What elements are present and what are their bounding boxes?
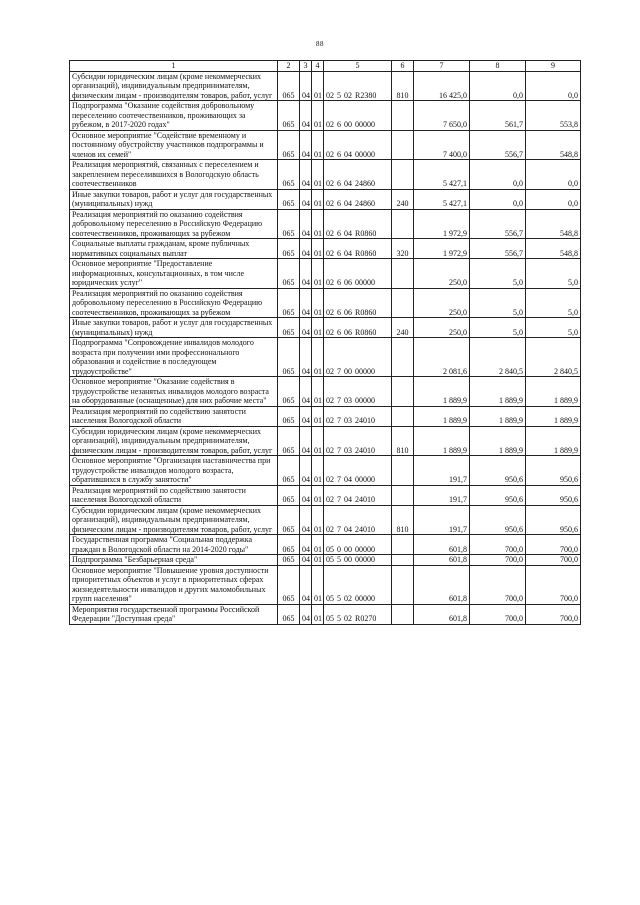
amount-col8-cell: 556,7 xyxy=(470,130,526,160)
table-header-row xyxy=(70,61,581,72)
amount-col7-cell: 601,8 xyxy=(414,565,470,604)
row-name-cell: Основное мероприятие "Оказание содействия в трудоустройстве незанятых инвалидов молодого возраста на оборудованные (оснащенные) для них рабочие места" xyxy=(70,377,278,407)
target-article-cell: 02 6 04 24860 xyxy=(324,189,392,209)
expense-type-cell xyxy=(392,377,414,407)
subsection-code-cell: 01 xyxy=(312,456,324,486)
subsection-code-cell: 01 xyxy=(312,318,324,338)
ministry-code-cell: 065 xyxy=(278,485,300,505)
subsection-code-cell: 01 xyxy=(312,189,324,209)
amount-col8-cell: 700,0 xyxy=(470,535,526,555)
table-row xyxy=(70,130,581,160)
subsection-code-cell: 01 xyxy=(312,239,324,259)
subsection-code-cell: 01 xyxy=(312,160,324,190)
target-article-cell: 02 6 06 00000 xyxy=(324,259,392,289)
amount-col9-cell: 1 889,9 xyxy=(526,426,581,456)
amount-col9-cell: 548,8 xyxy=(526,130,581,160)
row-name-cell: Государственная программа "Социальная поддержка граждан в Вологодской области на 2014-2020 годы" xyxy=(70,535,278,555)
section-code-cell: 04 xyxy=(300,130,312,160)
amount-col8-cell: 561,7 xyxy=(470,101,526,131)
section-code-cell: 04 xyxy=(300,71,312,101)
ministry-code-cell: 065 xyxy=(278,288,300,318)
table-row xyxy=(70,377,581,407)
expense-type-cell xyxy=(392,160,414,190)
expense-type-cell xyxy=(392,338,414,377)
amount-col9-cell: 548,8 xyxy=(526,209,581,239)
section-code-cell: 04 xyxy=(300,239,312,259)
subsection-code-cell: 01 xyxy=(312,209,324,239)
expense-type-cell: 810 xyxy=(392,71,414,101)
amount-col9-cell: 700,0 xyxy=(526,565,581,604)
section-code-cell: 04 xyxy=(300,456,312,486)
ministry-code-cell: 065 xyxy=(278,189,300,209)
amount-col9-cell: 1 889,9 xyxy=(526,406,581,426)
expense-type-cell xyxy=(392,456,414,486)
ministry-code-cell: 065 xyxy=(278,505,300,535)
amount-col8-cell: 5,0 xyxy=(470,259,526,289)
amount-col7-cell: 2 081,6 xyxy=(414,338,470,377)
amount-col9-cell: 553,8 xyxy=(526,101,581,131)
row-name-cell: Основное мероприятие "Организация наставничества при трудоустройстве инвалидов молодого возраста, обратившихся в службу занятости" xyxy=(70,456,278,486)
section-code-cell: 04 xyxy=(300,406,312,426)
section-code-cell: 04 xyxy=(300,426,312,456)
row-name-cell: Основное мероприятие "Повышение уровня доступности приоритетных объектов и услуг в приоритетных сферах жизнедеятельности инвалидов и других маломобильных групп населения" xyxy=(70,565,278,604)
expense-type-cell xyxy=(392,130,414,160)
table-row xyxy=(70,406,581,426)
row-name-cell: Реализация мероприятий по содействию занятости населения Вологодской области xyxy=(70,406,278,426)
ministry-code-cell: 065 xyxy=(278,426,300,456)
expense-type-cell xyxy=(392,406,414,426)
amount-col8-cell: 0,0 xyxy=(470,160,526,190)
row-name-cell: Подпрограмма "Оказание содействия добровольному переселению соотечественников, проживающих за рубежом, в 2017-2020 годах" xyxy=(70,101,278,131)
amount-col7-cell: 191,7 xyxy=(414,505,470,535)
amount-col9-cell: 700,0 xyxy=(526,555,581,566)
amount-col8-cell: 950,6 xyxy=(470,505,526,535)
row-name-cell: Подпрограмма "Сопровождение инвалидов молодого возраста при получении ими профессионального образования и содействие в последующем трудоустройстве" xyxy=(70,338,278,377)
expense-type-cell xyxy=(392,555,414,566)
target-article-cell: 02 6 04 24860 xyxy=(324,160,392,190)
amount-col9-cell: 2 840,5 xyxy=(526,338,581,377)
row-name-cell: Субсидии юридическим лицам (кроме некоммерческих организаций), индивидуальным предпринимателям, физическим лицам - производителям товаров, работ, услуг xyxy=(70,505,278,535)
amount-col7-cell: 601,8 xyxy=(414,535,470,555)
column-header: 8 xyxy=(470,61,526,72)
subsection-code-cell: 01 xyxy=(312,604,324,624)
amount-col7-cell: 5 427,1 xyxy=(414,189,470,209)
amount-col7-cell: 191,7 xyxy=(414,456,470,486)
amount-col8-cell: 950,6 xyxy=(470,485,526,505)
section-code-cell: 04 xyxy=(300,338,312,377)
target-article-cell: 02 5 02 R2380 xyxy=(324,71,392,101)
target-article-cell: 02 6 06 R0860 xyxy=(324,318,392,338)
target-article-cell: 02 6 06 R0860 xyxy=(324,288,392,318)
expense-type-cell xyxy=(392,209,414,239)
section-code-cell: 04 xyxy=(300,535,312,555)
table-row xyxy=(70,485,581,505)
column-header: 1 xyxy=(70,61,278,72)
column-header: 9 xyxy=(526,61,581,72)
amount-col8-cell: 0,0 xyxy=(470,71,526,101)
amount-col9-cell: 5,0 xyxy=(526,259,581,289)
row-name-cell: Реализация мероприятий, связанных с переселением и закреплением переселившихся в Вологодскую область соотечественников xyxy=(70,160,278,190)
amount-col8-cell: 1 889,9 xyxy=(470,406,526,426)
ministry-code-cell: 065 xyxy=(278,377,300,407)
table-row xyxy=(70,535,581,555)
expense-type-cell: 240 xyxy=(392,318,414,338)
section-code-cell: 04 xyxy=(300,209,312,239)
amount-col9-cell: 700,0 xyxy=(526,604,581,624)
subsection-code-cell: 01 xyxy=(312,485,324,505)
subsection-code-cell: 01 xyxy=(312,71,324,101)
table-row xyxy=(70,338,581,377)
amount-col9-cell: 950,6 xyxy=(526,456,581,486)
column-header: 5 xyxy=(324,61,392,72)
row-name-cell: Реализация мероприятий по оказанию содействия добровольному переселению в Российскую Федерацию соотечественников, проживающих за рубежом xyxy=(70,288,278,318)
target-article-cell: 02 7 04 24010 xyxy=(324,505,392,535)
table-row xyxy=(70,239,581,259)
amount-col8-cell: 556,7 xyxy=(470,209,526,239)
column-header: 2 xyxy=(278,61,300,72)
section-code-cell: 04 xyxy=(300,189,312,209)
amount-col7-cell: 1 889,9 xyxy=(414,426,470,456)
amount-col9-cell: 548,8 xyxy=(526,239,581,259)
expense-type-cell xyxy=(392,288,414,318)
section-code-cell: 04 xyxy=(300,288,312,318)
amount-col9-cell: 950,6 xyxy=(526,505,581,535)
column-header: 4 xyxy=(312,61,324,72)
amount-col8-cell: 2 840,5 xyxy=(470,338,526,377)
table-body xyxy=(70,71,581,624)
target-article-cell: 02 7 03 24010 xyxy=(324,406,392,426)
page-number: 88 xyxy=(316,40,324,48)
amount-col8-cell: 556,7 xyxy=(470,239,526,259)
amount-col7-cell: 16 425,0 xyxy=(414,71,470,101)
subsection-code-cell: 01 xyxy=(312,259,324,289)
subsection-code-cell: 01 xyxy=(312,377,324,407)
table-row xyxy=(70,318,581,338)
budget-table xyxy=(69,60,581,625)
row-name-cell: Реализация мероприятий по оказанию содействия добровольному переселению в Российскую Федерацию соотечественников, проживающих за рубежом xyxy=(70,209,278,239)
amount-col9-cell: 1 889,9 xyxy=(526,377,581,407)
amount-col7-cell: 5 427,1 xyxy=(414,160,470,190)
amount-col9-cell: 0,0 xyxy=(526,71,581,101)
target-article-cell: 02 7 03 00000 xyxy=(324,377,392,407)
amount-col9-cell: 0,0 xyxy=(526,189,581,209)
table-row xyxy=(70,456,581,486)
amount-col8-cell: 1 889,9 xyxy=(470,426,526,456)
ministry-code-cell: 065 xyxy=(278,259,300,289)
section-code-cell: 04 xyxy=(300,259,312,289)
section-code-cell: 04 xyxy=(300,377,312,407)
subsection-code-cell: 01 xyxy=(312,101,324,131)
table-row xyxy=(70,259,581,289)
ministry-code-cell: 065 xyxy=(278,535,300,555)
table-row xyxy=(70,189,581,209)
section-code-cell: 04 xyxy=(300,101,312,131)
row-name-cell: Иные закупки товаров, работ и услуг для государственных (муниципальных) нужд xyxy=(70,189,278,209)
expense-type-cell xyxy=(392,485,414,505)
subsection-code-cell: 01 xyxy=(312,288,324,318)
amount-col7-cell: 250,0 xyxy=(414,259,470,289)
section-code-cell: 04 xyxy=(300,555,312,566)
subsection-code-cell: 01 xyxy=(312,338,324,377)
expense-type-cell: 810 xyxy=(392,505,414,535)
amount-col9-cell: 5,0 xyxy=(526,318,581,338)
row-name-cell: Мероприятия государственной программы Российской Федерации "Доступная среда" xyxy=(70,604,278,624)
amount-col7-cell: 1 889,9 xyxy=(414,377,470,407)
subsection-code-cell: 01 xyxy=(312,505,324,535)
expense-type-cell xyxy=(392,535,414,555)
subsection-code-cell: 01 xyxy=(312,565,324,604)
column-header: 7 xyxy=(414,61,470,72)
target-article-cell: 05 5 02 R0270 xyxy=(324,604,392,624)
ministry-code-cell: 065 xyxy=(278,130,300,160)
amount-col7-cell: 1 972,9 xyxy=(414,209,470,239)
ministry-code-cell: 065 xyxy=(278,555,300,566)
ministry-code-cell: 065 xyxy=(278,71,300,101)
target-article-cell: 02 6 00 00000 xyxy=(324,101,392,131)
subsection-code-cell: 01 xyxy=(312,406,324,426)
ministry-code-cell: 065 xyxy=(278,406,300,426)
amount-col7-cell: 7 400,0 xyxy=(414,130,470,160)
amount-col7-cell: 250,0 xyxy=(414,318,470,338)
table-row xyxy=(70,505,581,535)
amount-col9-cell: 950,6 xyxy=(526,485,581,505)
row-name-cell: Социальные выплаты гражданам, кроме публичных нормативных социальных выплат xyxy=(70,239,278,259)
ministry-code-cell: 065 xyxy=(278,604,300,624)
section-code-cell: 04 xyxy=(300,160,312,190)
ministry-code-cell: 065 xyxy=(278,239,300,259)
ministry-code-cell: 065 xyxy=(278,318,300,338)
target-article-cell: 05 5 00 00000 xyxy=(324,555,392,566)
expense-type-cell xyxy=(392,259,414,289)
amount-col8-cell: 5,0 xyxy=(470,288,526,318)
target-article-cell: 02 6 04 R0860 xyxy=(324,239,392,259)
amount-col8-cell: 700,0 xyxy=(470,604,526,624)
target-article-cell: 02 6 04 R0860 xyxy=(324,209,392,239)
ministry-code-cell: 065 xyxy=(278,160,300,190)
table-row xyxy=(70,604,581,624)
target-article-cell: 02 7 03 24010 xyxy=(324,426,392,456)
amount-col7-cell: 191,7 xyxy=(414,485,470,505)
row-name-cell: Иные закупки товаров, работ и услуг для государственных (муниципальных) нужд xyxy=(70,318,278,338)
expense-type-cell: 240 xyxy=(392,189,414,209)
section-code-cell: 04 xyxy=(300,485,312,505)
amount-col7-cell: 1 972,9 xyxy=(414,239,470,259)
amount-col8-cell: 700,0 xyxy=(470,565,526,604)
expense-type-cell xyxy=(392,101,414,131)
target-article-cell: 02 6 04 00000 xyxy=(324,130,392,160)
column-header: 6 xyxy=(392,61,414,72)
expense-type-cell: 320 xyxy=(392,239,414,259)
ministry-code-cell: 065 xyxy=(278,456,300,486)
expense-type-cell xyxy=(392,604,414,624)
section-code-cell: 04 xyxy=(300,565,312,604)
table-row xyxy=(70,209,581,239)
ministry-code-cell: 065 xyxy=(278,338,300,377)
amount-col7-cell: 250,0 xyxy=(414,288,470,318)
row-name-cell: Основное мероприятие "Содействие временному и постоянному обустройству участников подпрограммы и членов их семей" xyxy=(70,130,278,160)
section-code-cell: 04 xyxy=(300,318,312,338)
table-row xyxy=(70,288,581,318)
row-name-cell: Основное мероприятие "Предоставление информационных, консультационных, в том числе юридических услуг" xyxy=(70,259,278,289)
amount-col7-cell: 7 650,0 xyxy=(414,101,470,131)
section-code-cell: 04 xyxy=(300,505,312,535)
amount-col8-cell: 950,6 xyxy=(470,456,526,486)
amount-col8-cell: 1 889,9 xyxy=(470,377,526,407)
subsection-code-cell: 01 xyxy=(312,555,324,566)
row-name-cell: Субсидии юридическим лицам (кроме некоммерческих организаций), индивидуальным предпринимателям, физическим лицам - производителям товаров, работ, услуг xyxy=(70,426,278,456)
expense-type-cell xyxy=(392,565,414,604)
amount-col9-cell: 700,0 xyxy=(526,535,581,555)
amount-col7-cell: 1 889,9 xyxy=(414,406,470,426)
amount-col9-cell: 0,0 xyxy=(526,160,581,190)
section-code-cell: 04 xyxy=(300,604,312,624)
row-name-cell: Реализация мероприятий по содействию занятости населения Вологодской области xyxy=(70,485,278,505)
target-article-cell: 05 5 02 00000 xyxy=(324,565,392,604)
ministry-code-cell: 065 xyxy=(278,565,300,604)
target-article-cell: 02 7 00 00000 xyxy=(324,338,392,377)
target-article-cell: 02 7 04 00000 xyxy=(324,456,392,486)
amount-col7-cell: 601,8 xyxy=(414,604,470,624)
ministry-code-cell: 065 xyxy=(278,209,300,239)
subsection-code-cell: 01 xyxy=(312,426,324,456)
target-article-cell: 05 0 00 00000 xyxy=(324,535,392,555)
table-row xyxy=(70,101,581,131)
table-row xyxy=(70,565,581,604)
table-row xyxy=(70,71,581,101)
table-row xyxy=(70,160,581,190)
subsection-code-cell: 01 xyxy=(312,130,324,160)
table-row xyxy=(70,426,581,456)
ministry-code-cell: 065 xyxy=(278,101,300,131)
subsection-code-cell: 01 xyxy=(312,535,324,555)
row-name-cell: Субсидии юридическим лицам (кроме некоммерческих организаций), индивидуальным предпринимателям, физическим лицам - производителям товаров, работ, услуг xyxy=(70,71,278,101)
amount-col8-cell: 700,0 xyxy=(470,555,526,566)
amount-col8-cell: 0,0 xyxy=(470,189,526,209)
column-header: 3 xyxy=(300,61,312,72)
table-row xyxy=(70,555,581,566)
row-name-cell: Подпрограмма "Безбарьерная среда" xyxy=(70,555,278,566)
expense-type-cell: 810 xyxy=(392,426,414,456)
amount-col8-cell: 5,0 xyxy=(470,318,526,338)
target-article-cell: 02 7 04 24010 xyxy=(324,485,392,505)
amount-col7-cell: 601,8 xyxy=(414,555,470,566)
amount-col9-cell: 5,0 xyxy=(526,288,581,318)
